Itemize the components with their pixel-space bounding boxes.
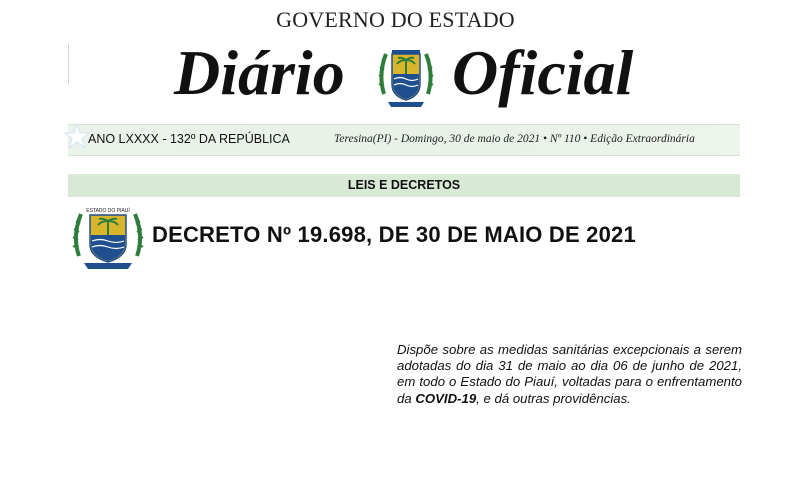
summary-text-end: , e dá outras providências. (476, 390, 631, 406)
edition-year: ANO LXXXX - 132º DA REPÚBLICA (88, 132, 290, 146)
masthead (0, 38, 791, 108)
summary-text: Dispõe sobre as medidas sanitárias excepcionais a serem adotadas do dia 31 de maio ao dia 06 de junho de 2021, em todo o Estado do Piauí, voltadas para o enfrentamento da (397, 342, 742, 406)
star-icon (64, 123, 90, 149)
section-title: LEIS E DECRETOS (347, 178, 461, 192)
government-header: GOVERNO DO ESTADO (276, 7, 515, 32)
state-coat-of-arms-icon (376, 44, 436, 110)
decree-title: DECRETO Nº 19.698, DE 30 DE MAIO DE 2021 (152, 222, 636, 247)
masthead-word-oficial: Oficial (452, 37, 634, 108)
section-bar (68, 174, 740, 197)
edition-dateline: Teresina(PI) - Domingo, 30 de maio de 2021 • Nº 110 • Edição Extraordinária (334, 133, 695, 145)
seal-caption: ESTADO DO PIAUÍ (86, 208, 130, 214)
masthead-word-diario: Diário (174, 37, 345, 108)
info-bar (68, 124, 740, 156)
decree-summary (397, 342, 742, 407)
summary-highlight: COVID-19 (415, 390, 477, 406)
state-coat-of-arms-icon (70, 204, 146, 270)
